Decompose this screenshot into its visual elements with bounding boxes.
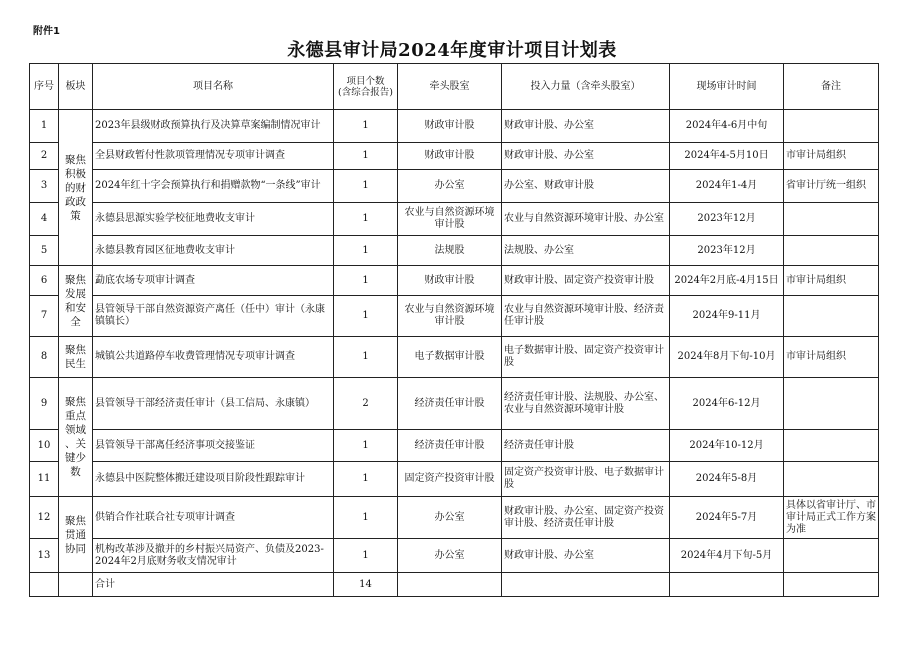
header-lead: 牵头股室 (398, 64, 502, 110)
header-block: 板块 (59, 64, 93, 110)
row-count: 2 (334, 378, 398, 430)
row-audit-time: 2023年12月 (670, 203, 784, 236)
row-project-name: 勐底农场专项审计调查 (93, 266, 334, 296)
row-audit-time: 2024年8月下旬-10月 (670, 337, 784, 378)
block-label: 聚焦 积极 的财 政政 策 (59, 110, 93, 266)
row-audit-time: 2024年4-5月10日 (670, 143, 784, 170)
row-seq: 2 (30, 143, 59, 170)
row-audit-time: 2024年10-12月 (670, 430, 784, 462)
row-project-name: 永德县中医院整体搬迁建设项目阶段性跟踪审计 (93, 462, 334, 497)
row-count: 1 (334, 497, 398, 539)
row-input-units: 财政审计股、办公室 (502, 539, 670, 573)
row-count: 1 (334, 203, 398, 236)
row-note: 省审计厅统一组织 (784, 170, 879, 203)
row-lead-unit: 农业与自然资源环境审计股 (398, 203, 502, 236)
row-seq: 11 (30, 462, 59, 497)
row-count: 1 (334, 143, 398, 170)
row-project-name: 机构改革涉及撤并的乡村振兴局资产、负债及2023-2024年2月底财务收支情况审计 (93, 539, 334, 573)
row-note (784, 462, 879, 497)
row-project-name: 2024年红十字会预算执行和捐赠款物“一条线”审计 (93, 170, 334, 203)
row-seq: 7 (30, 296, 59, 337)
table-row (30, 539, 879, 573)
header-time: 现场审计时间 (670, 64, 784, 110)
total-label: 合计 (93, 573, 334, 597)
row-project-name: 县管领导干部经济责任审计（县工信局、永康镇） (93, 378, 334, 430)
block-label: 聚焦 发展 和安 全 (59, 266, 93, 337)
row-lead-unit: 电子数据审计股 (398, 337, 502, 378)
table-row (30, 430, 879, 462)
header-input: 投入力量（含牵头股室） (502, 64, 670, 110)
row-input-units: 法规股、办公室 (502, 236, 670, 266)
row-project-name: 城镇公共道路停车收费管理情况专项审计调查 (93, 337, 334, 378)
row-seq: 6 (30, 266, 59, 296)
row-count: 1 (334, 462, 398, 497)
table-row (30, 143, 879, 170)
row-count: 1 (334, 266, 398, 296)
row-project-name: 永德县思源实验学校征地费收支审计 (93, 203, 334, 236)
header-note: 备注 (784, 64, 879, 110)
table-row (30, 203, 879, 236)
row-project-name: 永德县教育园区征地费收支审计 (93, 236, 334, 266)
row-audit-time: 2024年1-4月 (670, 170, 784, 203)
block-label: 聚焦 贯通 协同 (59, 497, 93, 573)
row-note (784, 378, 879, 430)
row-audit-time: 2024年9-11月 (670, 296, 784, 337)
row-note: 市审计局组织 (784, 266, 879, 296)
row-count: 1 (334, 539, 398, 573)
row-project-name: 2023年县级财政预算执行及决算草案编制情况审计 (93, 110, 334, 143)
row-lead-unit: 办公室 (398, 170, 502, 203)
header-count: 项目个数 (含综合报告) (334, 64, 398, 110)
row-note: 市审计局组织 (784, 143, 879, 170)
row-input-units: 固定资产投资审计股、电子数据审计股 (502, 462, 670, 497)
total-input-empty (502, 573, 670, 597)
row-seq: 9 (30, 378, 59, 430)
row-audit-time: 2024年4-6月中旬 (670, 110, 784, 143)
row-note (784, 539, 879, 573)
row-input-units: 电子数据审计股、固定资产投资审计股 (502, 337, 670, 378)
row-lead-unit: 经济责任审计股 (398, 430, 502, 462)
row-lead-unit: 法规股 (398, 236, 502, 266)
header-seq: 序号 (30, 64, 59, 110)
total-count: 14 (334, 573, 398, 597)
row-lead-unit: 农业与自然资源环境审计股 (398, 296, 502, 337)
row-count: 1 (334, 296, 398, 337)
row-audit-time: 2024年6-12月 (670, 378, 784, 430)
row-input-units: 办公室、财政审计股 (502, 170, 670, 203)
table-row (30, 170, 879, 203)
row-seq: 12 (30, 497, 59, 539)
table-body (30, 110, 879, 597)
row-lead-unit: 办公室 (398, 539, 502, 573)
row-lead-unit: 财政审计股 (398, 266, 502, 296)
attachment-label: 附件1 (33, 26, 60, 37)
page-title: 永德县审计局2024年度审计项目计划表 (287, 40, 617, 61)
row-note (784, 430, 879, 462)
row-lead-unit: 固定资产投资审计股 (398, 462, 502, 497)
total-note-empty (784, 573, 879, 597)
row-count: 1 (334, 337, 398, 378)
table-row (30, 337, 879, 378)
row-note: 具体以省审计厅、市审计局正式工作方案为准 (784, 497, 879, 539)
row-input-units: 农业与自然资源环境审计股、经济责任审计股 (502, 296, 670, 337)
row-seq: 1 (30, 110, 59, 143)
row-audit-time: 2024年5-7月 (670, 497, 784, 539)
row-lead-unit: 经济责任审计股 (398, 378, 502, 430)
row-project-name: 供销合作社联合社专项审计调查 (93, 497, 334, 539)
total-block-empty (59, 573, 93, 597)
total-row (30, 573, 879, 597)
row-seq: 8 (30, 337, 59, 378)
header-row (30, 64, 879, 110)
row-audit-time: 2024年5-8月 (670, 462, 784, 497)
row-note (784, 203, 879, 236)
row-input-units: 财政审计股、办公室 (502, 110, 670, 143)
total-lead-empty (398, 573, 502, 597)
table-row (30, 462, 879, 497)
row-seq: 5 (30, 236, 59, 266)
row-audit-time: 2023年12月 (670, 236, 784, 266)
row-note (784, 110, 879, 143)
header-name: 项目名称 (93, 64, 334, 110)
total-seq-empty (30, 573, 59, 597)
row-count: 1 (334, 236, 398, 266)
row-input-units: 财政审计股、固定资产投资审计股 (502, 266, 670, 296)
row-input-units: 农业与自然资源环境审计股、办公室 (502, 203, 670, 236)
table-row (30, 497, 879, 539)
table-row (30, 110, 879, 143)
audit-plan-table (29, 63, 879, 597)
row-seq: 13 (30, 539, 59, 573)
table-row (30, 378, 879, 430)
row-note (784, 236, 879, 266)
row-count: 1 (334, 170, 398, 203)
row-seq: 3 (30, 170, 59, 203)
row-count: 1 (334, 430, 398, 462)
row-input-units: 经济责任审计股 (502, 430, 670, 462)
block-label: 聚焦 民生 (59, 337, 93, 378)
row-input-units: 经济责任审计股、法规股、办公室、农业与自然资源环境审计股 (502, 378, 670, 430)
row-audit-time: 2024年4月下旬-5月 (670, 539, 784, 573)
total-time-empty (670, 573, 784, 597)
row-count: 1 (334, 110, 398, 143)
row-seq: 10 (30, 430, 59, 462)
table-row (30, 266, 879, 296)
row-note: 市审计局组织 (784, 337, 879, 378)
table-row (30, 236, 879, 266)
row-note (784, 296, 879, 337)
row-lead-unit: 财政审计股 (398, 143, 502, 170)
row-audit-time: 2024年2月底-4月15日 (670, 266, 784, 296)
row-project-name: 县管领导干部自然资源资产离任（任中）审计（永康镇镇长） (93, 296, 334, 337)
row-lead-unit: 财政审计股 (398, 110, 502, 143)
table-row (30, 296, 879, 337)
row-project-name: 全县财政暂付性款项管理情况专项审计调查 (93, 143, 334, 170)
block-label: 聚焦 重点 领域 、关 键少 数 (59, 378, 93, 497)
row-project-name: 县管领导干部离任经济事项交接鉴证 (93, 430, 334, 462)
row-seq: 4 (30, 203, 59, 236)
row-input-units: 财政审计股、办公室、固定资产投资审计股、经济责任审计股 (502, 497, 670, 539)
row-input-units: 财政审计股、办公室 (502, 143, 670, 170)
row-lead-unit: 办公室 (398, 497, 502, 539)
